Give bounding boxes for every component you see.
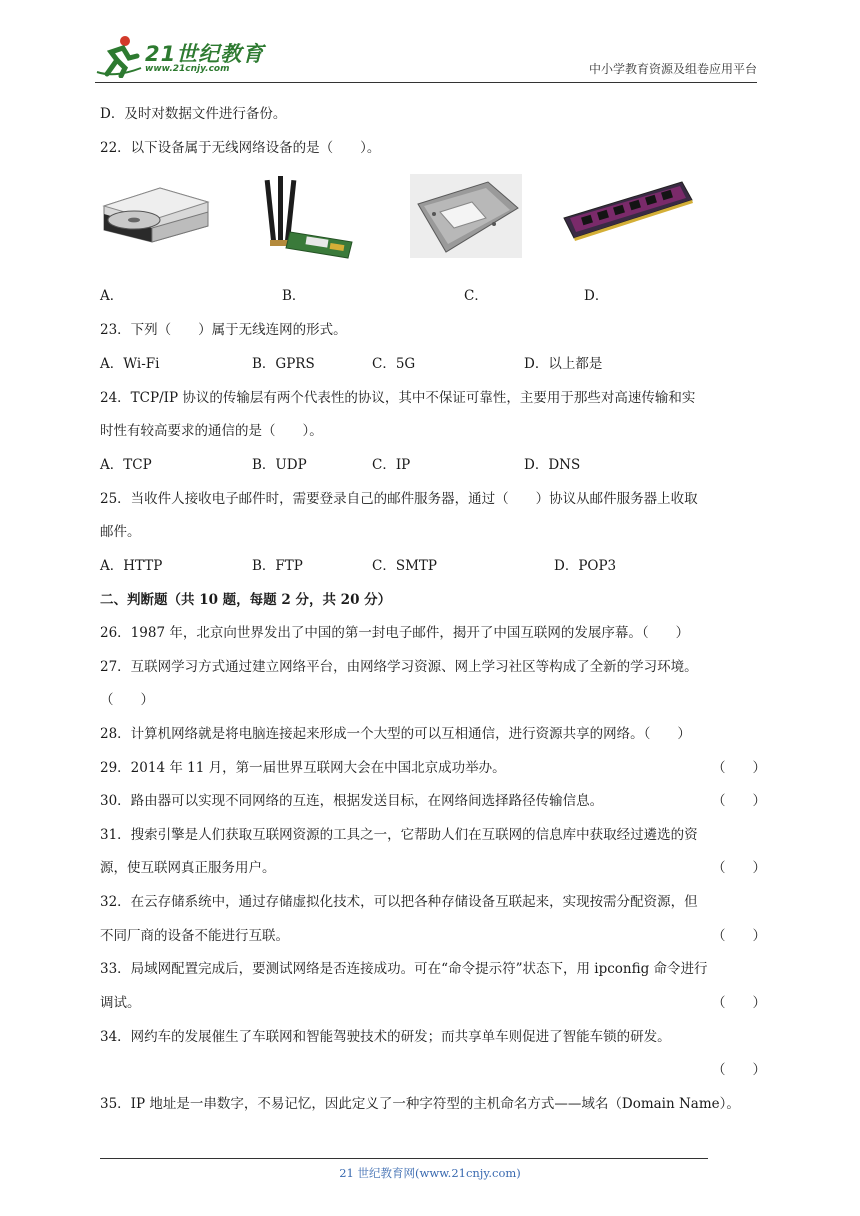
- q28: 28．计算机网络就是将电脑连接起来形成一个大型的可以互相通信，进行资源共享的网络。（ ）: [100, 726, 691, 742]
- q22-option-b: B．: [282, 288, 306, 304]
- q25-option-c: C．SMTP: [372, 558, 437, 574]
- q23-option-d: D．以上都是: [524, 356, 603, 372]
- q23-stem: 23．下列（ ）属于无线连网的形式。: [100, 322, 347, 338]
- q31-line1: 31．搜索引擎是人们获取互联网资源的工具之一，它帮助人们在互联网的信息库中获取经过遴选的资: [100, 827, 698, 843]
- q32-paren: （ ）: [712, 928, 766, 944]
- hard-disk-icon: [410, 174, 522, 258]
- q22-option-a: A．: [100, 288, 124, 304]
- q30: 30．路由器可以实现不同网络的互连，根据发送目标，在网络间选择路径传输信息。: [100, 793, 604, 809]
- runner-logo-icon: [95, 34, 145, 78]
- q24-option-c: C．IP: [372, 457, 411, 473]
- memory-module-icon: [560, 178, 696, 244]
- q25-stem-line2: 邮件。: [100, 524, 141, 540]
- q30-paren: （ ）: [712, 793, 766, 809]
- q22-stem: 22．以下设备属于无线网络设备的是（ ）。: [100, 140, 381, 156]
- wireless-network-card-icon: [260, 172, 356, 262]
- q33-line1: 33．局域网配置完成后，要测试网络是否连接成功。可在“命令提示符”状态下，用 ipconfig 命令进行: [100, 961, 708, 977]
- logo-text: 21世纪教育: [145, 42, 265, 66]
- q35-line1: 35．IP 地址是一串数字，不易记忆，因此定义了一种字符型的主机命名方式——域名（Domain Name）。: [100, 1096, 740, 1112]
- page-header: [95, 30, 757, 83]
- footer-text[interactable]: 21 世纪教育网(www.21cnjy.com): [339, 1166, 521, 1180]
- q33-paren: （ ）: [712, 995, 766, 1011]
- platform-title: 中小学教育资源及组卷应用平台: [588, 62, 757, 76]
- q24-stem-line2: 时性有较高要求的通信的是（ ）。: [100, 423, 323, 439]
- q25-option-b: B．FTP: [252, 558, 303, 574]
- q29-paren: （ ）: [712, 760, 766, 776]
- footer-divider: [100, 1158, 708, 1159]
- q24-option-b: B．UDP: [252, 457, 307, 473]
- q21-option-d: D．及时对数据文件进行备份。: [100, 106, 287, 122]
- q33-line2: 调试。: [100, 995, 141, 1011]
- q23-option-a: A．Wi-Fi: [100, 356, 160, 372]
- q26: 26．1987 年，北京向世界发出了中国的第一封电子邮件，揭开了中国互联网的发展序幕。（ ）: [100, 625, 690, 641]
- q32-line2: 不同厂商的设备不能进行互联。: [100, 928, 289, 944]
- q27-line2: （ ）: [100, 692, 154, 708]
- q27-line1: 27．互联网学习方式通过建立网络平台，由网络学习资源、网上学习社区等构成了全新的学习环境。: [100, 659, 698, 675]
- q34-paren: （ ）: [712, 1062, 766, 1078]
- q24-option-d: D．DNS: [524, 457, 581, 473]
- q31-line2: 源，使互联网真正服务用户。: [100, 860, 276, 876]
- optical-drive-icon: [100, 184, 212, 244]
- section-2-heading: 二、判断题（共 10 题，每题 2 分，共 20 分）: [100, 592, 392, 608]
- q22-option-d: D．: [584, 288, 609, 304]
- q25-stem-line1: 25．当收件人接收电子邮件时，需要登录自己的邮件服务器，通过（ ）协议从邮件服务器上收取: [100, 491, 698, 507]
- q22-option-c: C．: [464, 288, 488, 304]
- logo-url: www.21cnjy.com: [145, 64, 230, 74]
- q23-option-c: C．5G: [372, 356, 416, 372]
- q29: 29．2014 年 11 月，第一届世界互联网大会在中国北京成功举办。: [100, 760, 506, 776]
- q24-stem-line1: 24．TCP/IP 协议的传输层有两个代表性的协议，其中不保证可靠性，主要用于那些对高速传输和实: [100, 390, 696, 406]
- q24-option-a: A．TCP: [100, 457, 152, 473]
- q25-option-d: D．POP3: [554, 558, 617, 574]
- q23-option-b: B．GPRS: [252, 356, 315, 372]
- q25-option-a: A．HTTP: [100, 558, 163, 574]
- q34-line1: 34．网约车的发展催生了车联网和智能驾驶技术的研发；而共享单车则促进了智能车锁的研发。: [100, 1029, 671, 1045]
- q31-paren: （ ）: [712, 860, 766, 876]
- site-logo[interactable]: [95, 34, 265, 78]
- q22-device-images: [100, 172, 700, 262]
- q32-line1: 32．在云存储系统中，通过存储虚拟化技术，可以把各种存储设备互联起来，实现按需分配资源，但: [100, 894, 698, 910]
